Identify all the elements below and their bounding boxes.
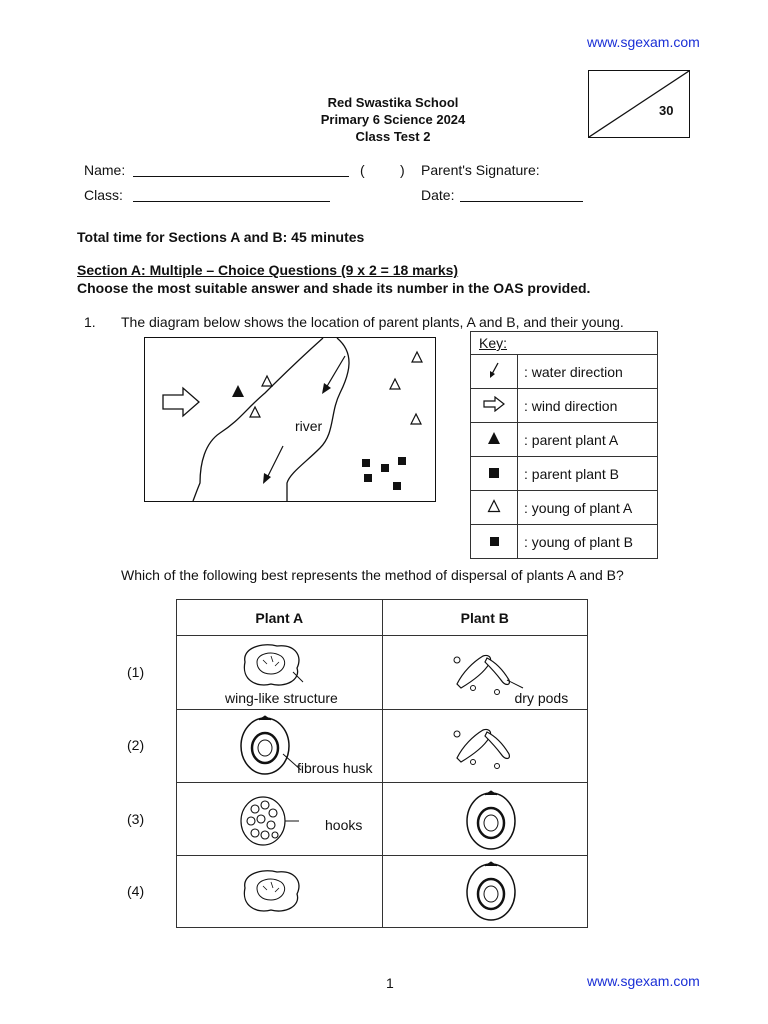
option-number[interactable]: (3) [127, 811, 145, 827]
key-row [471, 491, 658, 525]
hooks-label: hooks [325, 817, 363, 833]
option-1-plant-b [382, 636, 588, 710]
key-label: : young of plant B [518, 525, 658, 559]
question-number: 1. [84, 314, 96, 330]
river-drawing [145, 338, 435, 501]
option-row [177, 783, 588, 856]
filled-square-icon [471, 457, 518, 491]
small-filled-square-icon [471, 525, 518, 559]
key-label: : parent plant A [518, 423, 658, 457]
page-number: 1 [386, 975, 394, 991]
river-label: river [295, 418, 323, 434]
option-2-plant-b [382, 710, 588, 783]
site-link-bottom[interactable]: www.sgexam.com [587, 973, 700, 989]
key-label: : young of plant A [518, 491, 658, 525]
water-direction-arrow-icon [471, 355, 518, 389]
key-row [471, 355, 658, 389]
option-number[interactable]: (1) [127, 664, 145, 680]
key-table [470, 331, 658, 559]
key-row [471, 389, 658, 423]
key-label: : parent plant B [518, 457, 658, 491]
name-field[interactable] [133, 176, 349, 177]
option-number[interactable]: (2) [127, 737, 145, 753]
page-header [263, 94, 523, 145]
key-row [471, 423, 658, 457]
wind-direction-arrow-icon [471, 389, 518, 423]
section-title: Section A: Multiple – Choice Questions (9 x 2 = 18 marks) [77, 262, 459, 278]
filled-triangle-icon [471, 423, 518, 457]
option-2-plant-a [177, 710, 383, 783]
fibrous-husk-icon [463, 789, 523, 853]
test-title: Class Test 2 [355, 129, 431, 144]
winged-seed-icon [237, 864, 307, 916]
paren-open: ( [360, 162, 365, 178]
school-name: Red Swastika School [327, 95, 459, 110]
option-row [177, 856, 588, 928]
score-box-diagonal [589, 71, 689, 137]
option-4-plant-b [382, 856, 588, 928]
option-3-plant-b [382, 783, 588, 856]
winged-seed-icon [237, 640, 307, 690]
header-plant-a: Plant A [177, 600, 383, 636]
outline-triangle-icon [471, 491, 518, 525]
option-row [177, 710, 588, 783]
class-field[interactable] [133, 201, 330, 202]
question-prompt: Which of the following best represents the method of dispersal of plants A and B? [121, 567, 624, 583]
date-label: Date: [421, 187, 455, 203]
key-row [471, 457, 658, 491]
parent-signature-label: Parent's Signature: [421, 162, 540, 178]
score-total: 30 [659, 103, 674, 118]
dry-pods-label: dry pods [514, 690, 569, 706]
options-table [176, 599, 588, 928]
site-link-top[interactable]: www.sgexam.com [587, 34, 700, 50]
wing-like-structure-label: wing-like structure [225, 690, 338, 706]
section-instruction: Choose the most suitable answer and shade its number in the OAS provided. [77, 280, 591, 296]
option-row [177, 636, 588, 710]
paren-close: ) [400, 162, 405, 178]
option-1-plant-a [177, 636, 383, 710]
name-label: Name: [84, 162, 126, 178]
key-title: Key: [479, 335, 508, 351]
key-title-cell [471, 332, 658, 355]
dispersal-map [144, 337, 436, 502]
score-box [588, 70, 690, 138]
date-field[interactable] [460, 201, 583, 202]
class-label: Class: [84, 187, 123, 203]
fibrous-husk-icon [463, 860, 523, 924]
key-row [471, 525, 658, 559]
option-3-plant-a [177, 783, 383, 856]
key-label: : water direction [518, 355, 658, 389]
option-number[interactable]: (4) [127, 883, 145, 899]
header-plant-b: Plant B [382, 600, 588, 636]
key-label: : wind direction [518, 389, 658, 423]
question-text: The diagram below shows the location of parent plants, A and B, and their young. [121, 314, 624, 330]
option-4-plant-a [177, 856, 383, 928]
hooked-fruit-icon [237, 789, 317, 849]
subject-title: Primary 6 Science 2024 [320, 112, 466, 127]
total-time: Total time for Sections A and B: 45 minutes [77, 229, 365, 245]
fibrous-husk-label: fibrous husk [297, 760, 373, 776]
dry-pod-icon [443, 718, 533, 773]
